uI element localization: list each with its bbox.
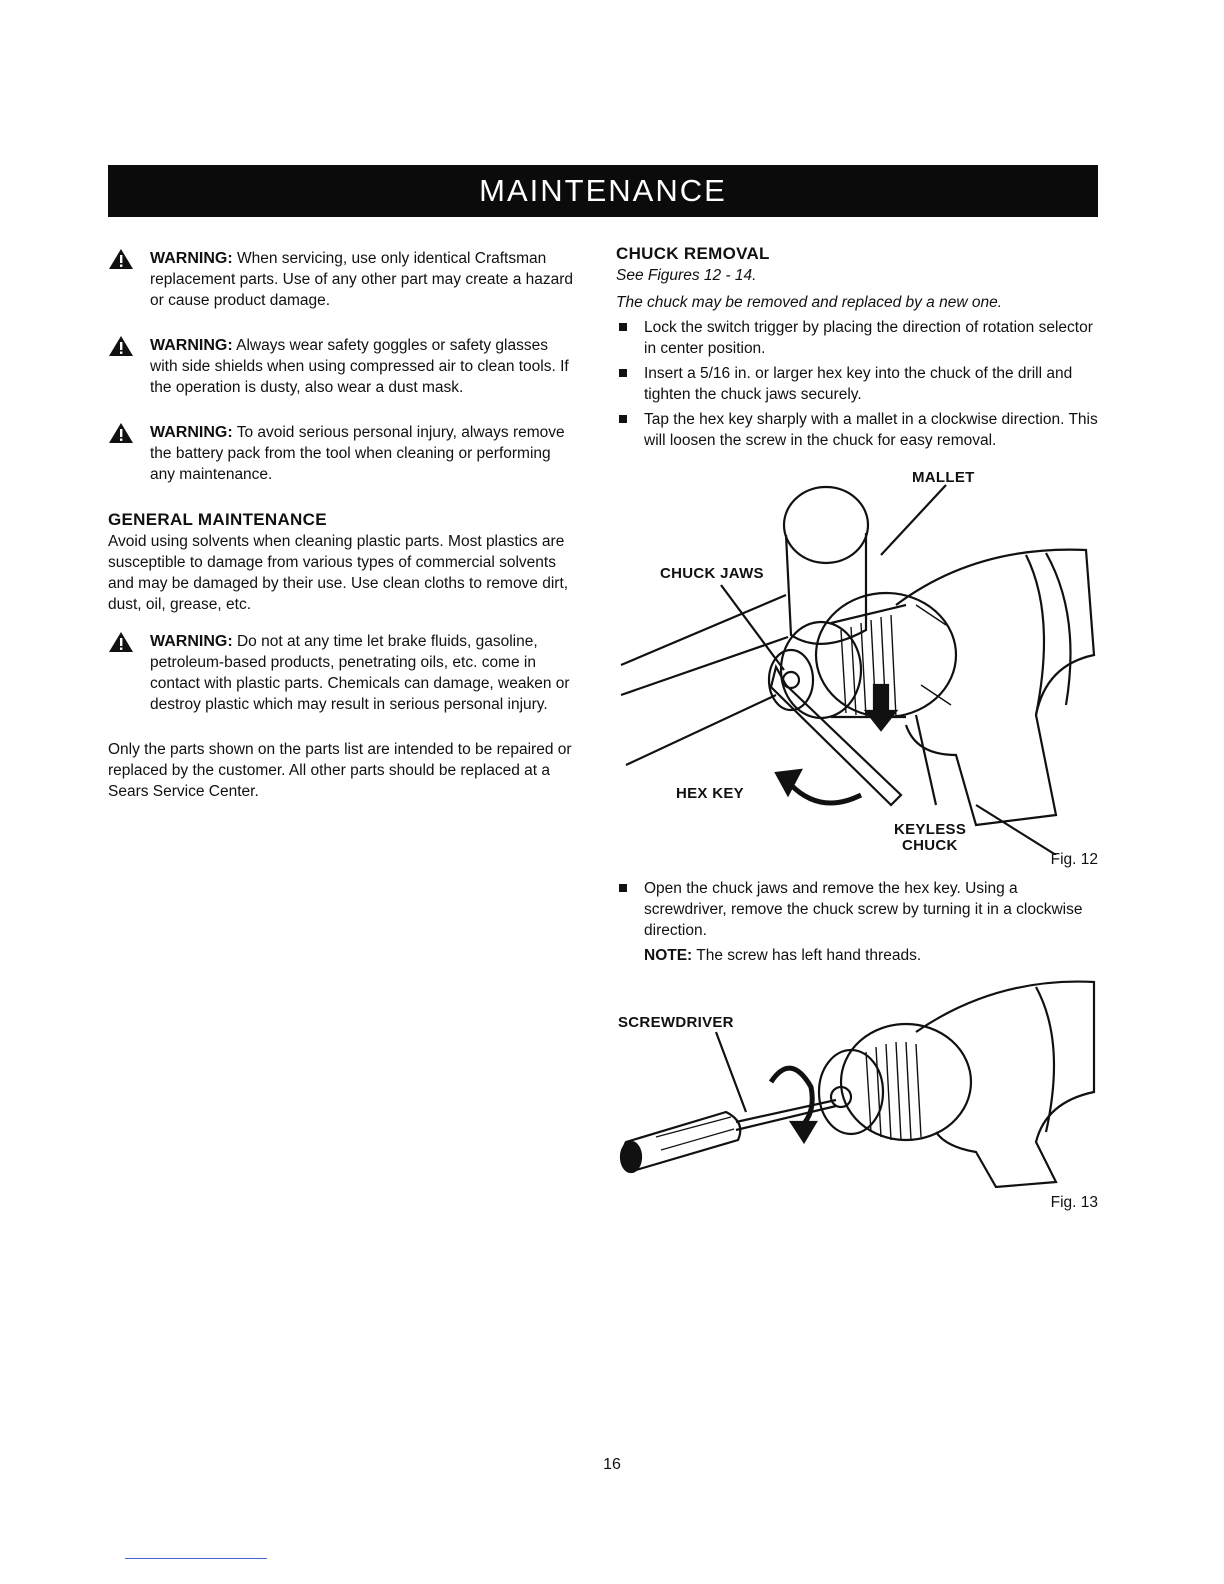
warning-icon: [108, 631, 134, 653]
chuck-label: CHUCK: [902, 837, 958, 854]
figure-13-caption: Fig. 13: [1050, 1194, 1098, 1211]
warning-label: WARNING:: [150, 424, 233, 441]
screwdriver-label: SCREWDRIVER: [618, 1014, 734, 1031]
left-column: [108, 248, 578, 818]
figure-13: [616, 972, 1098, 1192]
chuck-removal-step-4: [616, 878, 1098, 941]
list-item: Tap the hex key sharply with a mallet in a clockwise direction. This will loosen the screw in the chuck for easy removal.: [616, 409, 1098, 451]
warning-label: WARNING:: [150, 337, 233, 354]
mallet-label: MALLET: [912, 469, 975, 486]
warning-block-1: [108, 248, 578, 311]
warning-text: To avoid serious personal injury, always remove the battery pack from the tool when cleaning or performing any maintenance.: [150, 424, 565, 483]
warning-block-4: [108, 631, 578, 715]
note-text: The screw has left hand threads.: [696, 947, 922, 964]
warning-text: When servicing, use only identical Craftsman replacement parts. Use of any other part may create a hazard or cause product damage.: [150, 250, 574, 309]
general-maintenance-heading: GENERAL MAINTENANCE: [108, 510, 327, 529]
warning-text: Always wear safety goggles or safety glasses with side shields when using compressed air to clean tools. If the operation is dusty, also wear a dust mask.: [150, 337, 569, 396]
right-column: [616, 243, 1098, 1213]
chuck-removal-steps: [616, 317, 1098, 451]
footer-divider: [125, 1558, 267, 1559]
page-title-banner: MAINTENANCE: [108, 165, 1098, 217]
warning-block-3: [108, 422, 578, 485]
general-maintenance-text: Avoid using solvents when cleaning plastic parts. Most plastics are susceptible to damage from various types of commercial solvents and may be damaged by their use. Use clean cloths to remove dirt, dust, oil, grease, etc.: [108, 533, 569, 613]
warning-label: WARNING:: [150, 633, 233, 650]
figure-12: [616, 455, 1098, 855]
note-label: NOTE:: [644, 947, 693, 964]
warning-icon: [108, 248, 134, 270]
warning-icon: [108, 422, 134, 444]
figure-13-illustration: [616, 972, 1098, 1192]
warning-label: WARNING:: [150, 250, 233, 267]
chuck-removal-intro: The chuck may be removed and replaced by a new one.: [616, 294, 1003, 311]
keyless-label: KEYLESS: [894, 821, 967, 838]
figure-12-caption: Fig. 12: [1050, 851, 1098, 868]
chuck-removal-heading: CHUCK REMOVAL: [616, 244, 770, 263]
list-item: Insert a 5/16 in. or larger hex key into the chuck of the drill and tighten the chuck jaws securely.: [616, 363, 1098, 405]
hex-key-label: HEX KEY: [676, 785, 744, 802]
note: [616, 945, 1098, 966]
chuck-jaws-label: CHUCK JAWS: [660, 565, 764, 582]
list-item: Open the chuck jaws and remove the hex key. Using a screwdriver, remove the chuck screw by turning it in a clockwise direction.: [616, 878, 1098, 941]
warning-block-2: [108, 335, 578, 398]
warning-text: Do not at any time let brake fluids, gasoline, petroleum-based products, penetrating oils, etc. come in contact with plastic parts. Chemicals can damage, weaken or destroy plastic which may result in serious personal injury.: [150, 633, 570, 713]
closing-paragraph: Only the parts shown on the parts list are intended to be repaired or replaced by the customer. All other parts should be replaced at a Sears Service Center.: [108, 741, 572, 800]
see-figures-reference: See Figures 12 - 14.: [616, 267, 757, 284]
warning-icon: [108, 335, 134, 357]
page-number: 16: [603, 1456, 621, 1473]
list-item: Lock the switch trigger by placing the direction of rotation selector in center position.: [616, 317, 1098, 359]
